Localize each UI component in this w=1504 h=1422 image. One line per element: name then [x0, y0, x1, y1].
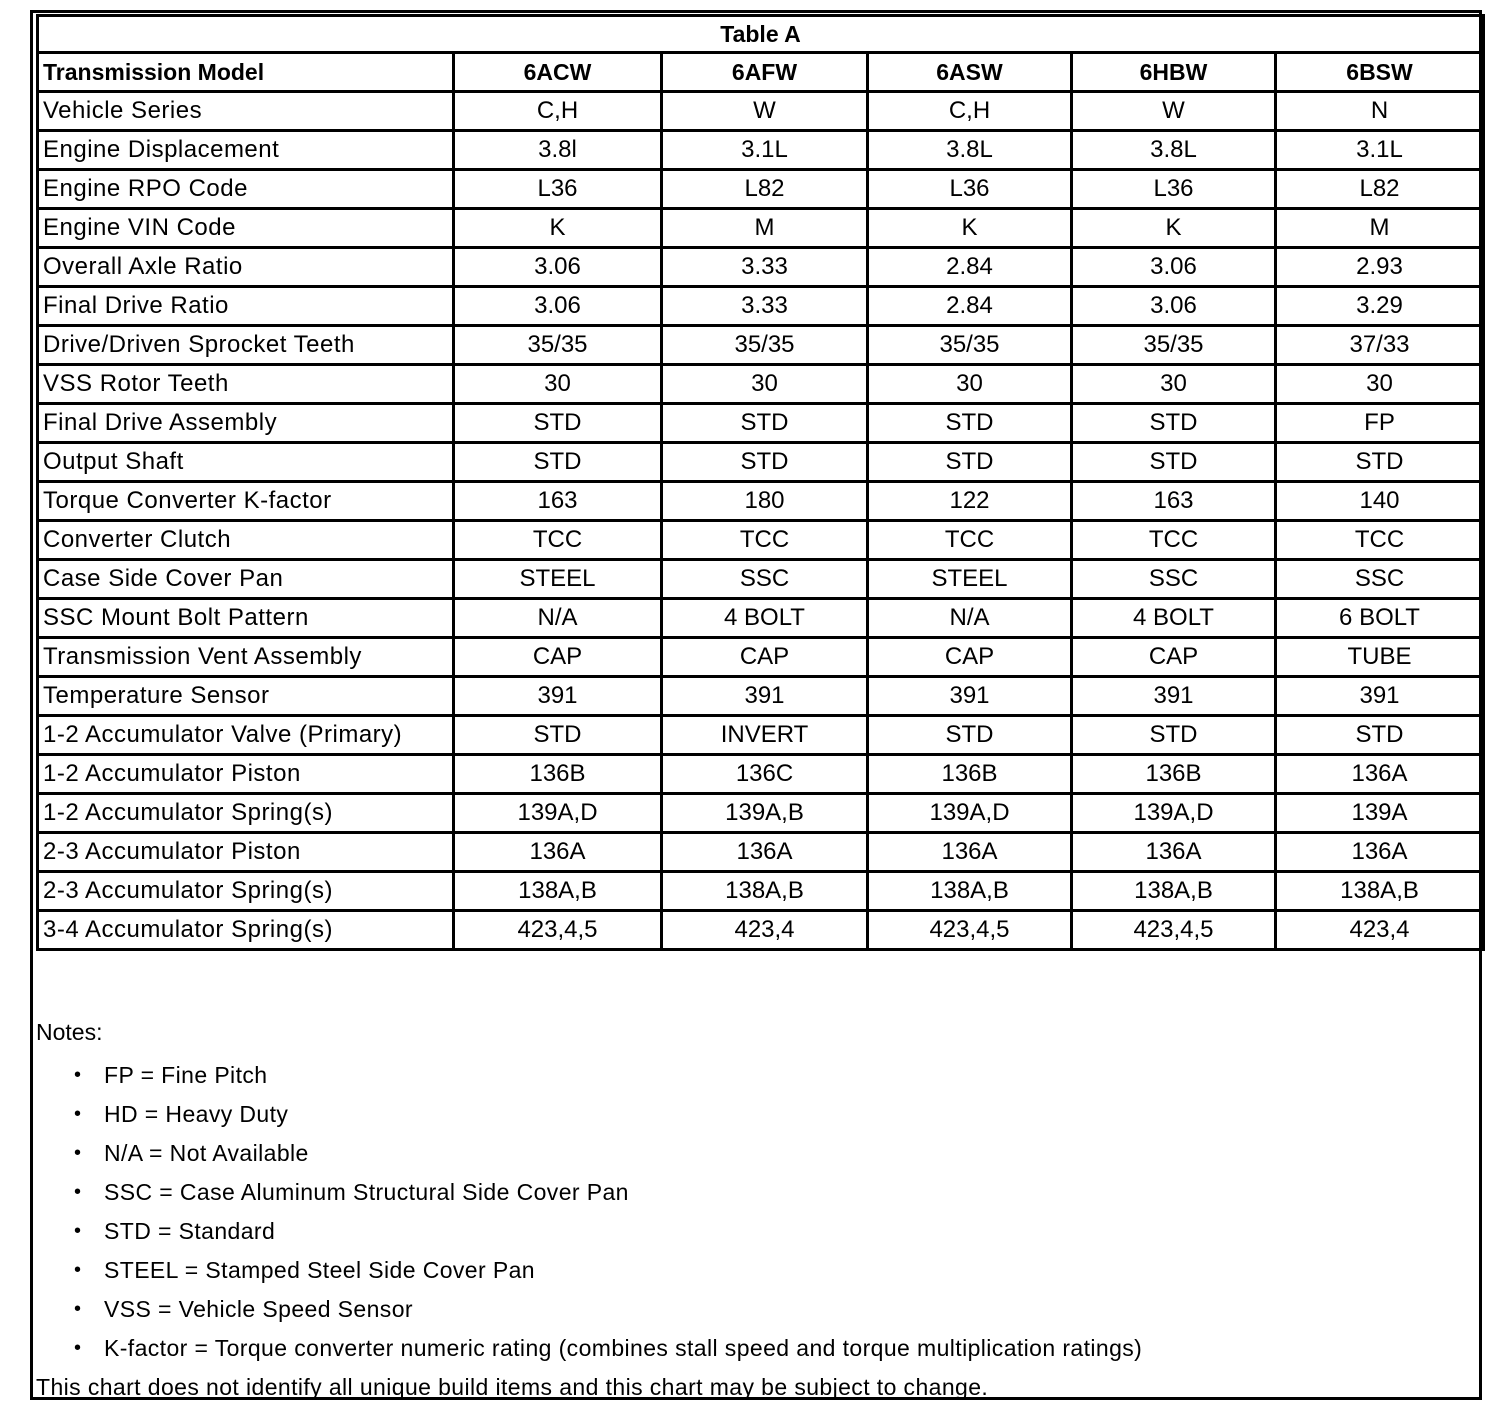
table-row — [38, 326, 1484, 365]
table-cell: TCC — [454, 521, 662, 560]
row-label: Final Drive Ratio — [38, 287, 454, 326]
notes-list — [36, 1056, 1476, 1368]
note-text: STD = Standard — [104, 1218, 276, 1244]
bullet-icon: • — [74, 1298, 82, 1320]
table-cell: 138A,B — [662, 872, 868, 911]
table-cell: 391 — [1276, 677, 1484, 716]
table-cell: STD — [662, 404, 868, 443]
note-text: FP = Fine Pitch — [104, 1062, 268, 1088]
table-cell: 139A — [1276, 794, 1484, 833]
table-row — [38, 911, 1484, 950]
table-cell: 35/35 — [1072, 326, 1276, 365]
table-cell: 138A,B — [454, 872, 662, 911]
notes-heading: Notes: — [36, 1019, 103, 1045]
table-row — [38, 521, 1484, 560]
table-cell: STEEL — [868, 560, 1072, 599]
table-title: Table A — [38, 16, 1484, 53]
table-cell: 423,4,5 — [1072, 911, 1276, 950]
table-cell: 3.33 — [662, 287, 868, 326]
table-cell: 3.29 — [1276, 287, 1484, 326]
table-cell: M — [662, 209, 868, 248]
bullet-icon: • — [74, 1220, 82, 1242]
table-cell: 136A — [1276, 833, 1484, 872]
row-label: SSC Mount Bolt Pattern — [38, 599, 454, 638]
table-cell: STD — [1072, 716, 1276, 755]
bullet-icon: • — [74, 1259, 82, 1281]
model-header: 6AFW — [662, 53, 868, 92]
table-cell: TCC — [868, 521, 1072, 560]
table-row — [38, 482, 1484, 521]
transmission-spec-table — [36, 14, 1485, 951]
table-cell: 35/35 — [868, 326, 1072, 365]
note-item — [74, 1212, 1476, 1251]
table-row — [38, 599, 1484, 638]
row-label: Output Shaft — [38, 443, 454, 482]
row-label: 2-3 Accumulator Piston — [38, 833, 454, 872]
table-cell: STD — [454, 404, 662, 443]
table-cell: 136A — [1276, 755, 1484, 794]
table-cell: 136B — [454, 755, 662, 794]
table-row — [38, 872, 1484, 911]
note-text: VSS = Vehicle Speed Sensor — [104, 1296, 413, 1322]
model-header: 6ASW — [868, 53, 1072, 92]
table-cell: STD — [868, 443, 1072, 482]
table-cell: 423,4,5 — [454, 911, 662, 950]
table-cell: 139A,D — [1072, 794, 1276, 833]
table-cell: 37/33 — [1276, 326, 1484, 365]
table-row — [38, 833, 1484, 872]
table-cell: STD — [1072, 443, 1276, 482]
table-cell: 140 — [1276, 482, 1484, 521]
note-item — [74, 1329, 1476, 1368]
table-cell: TCC — [1072, 521, 1276, 560]
table-cell: W — [1072, 92, 1276, 131]
row-label: Case Side Cover Pan — [38, 560, 454, 599]
table-cell: K — [1072, 209, 1276, 248]
table-cell: 423,4,5 — [868, 911, 1072, 950]
table-cell: STD — [454, 443, 662, 482]
table-row — [38, 716, 1484, 755]
table-cell: 2.93 — [1276, 248, 1484, 287]
table-cell: STD — [1276, 443, 1484, 482]
table-title-row — [38, 16, 1484, 53]
table-cell: CAP — [868, 638, 1072, 677]
table-cell: K — [454, 209, 662, 248]
row-label: Torque Converter K-factor — [38, 482, 454, 521]
table-row — [38, 755, 1484, 794]
table-cell: L36 — [1072, 170, 1276, 209]
table-cell: 391 — [454, 677, 662, 716]
table-cell: 3.06 — [454, 287, 662, 326]
row-label: Final Drive Assembly — [38, 404, 454, 443]
table-cell: 423,4 — [662, 911, 868, 950]
table-cell: 35/35 — [662, 326, 868, 365]
table-cell: 3.1L — [1276, 131, 1484, 170]
table-cell: 2.84 — [868, 287, 1072, 326]
spec-table-body — [38, 92, 1484, 950]
note-text: SSC = Case Aluminum Structural Side Cover Pan — [104, 1179, 629, 1205]
row-label: 3-4 Accumulator Spring(s) — [38, 911, 454, 950]
table-cell: 391 — [1072, 677, 1276, 716]
table-cell: 138A,B — [1072, 872, 1276, 911]
table-row — [38, 209, 1484, 248]
table-cell: W — [662, 92, 868, 131]
table-cell: 163 — [454, 482, 662, 521]
table-cell: 35/35 — [454, 326, 662, 365]
table-row — [38, 92, 1484, 131]
row-label: Drive/Driven Sprocket Teeth — [38, 326, 454, 365]
table-row — [38, 677, 1484, 716]
table-cell: N — [1276, 92, 1484, 131]
table-cell: CAP — [662, 638, 868, 677]
table-row — [38, 248, 1484, 287]
note-item — [74, 1134, 1476, 1173]
disclaimer: This chart does not identify all unique build items and this chart may be subject to change. — [36, 1374, 989, 1400]
bullet-icon: • — [74, 1181, 82, 1203]
table-cell: 3.8L — [1072, 131, 1276, 170]
row-label: Engine VIN Code — [38, 209, 454, 248]
table-row — [38, 131, 1484, 170]
table-cell: K — [868, 209, 1072, 248]
table-row — [38, 404, 1484, 443]
table-cell: M — [1276, 209, 1484, 248]
row-label: Converter Clutch — [38, 521, 454, 560]
model-header: 6BSW — [1276, 53, 1484, 92]
model-header-row — [38, 53, 1484, 92]
note-text: N/A = Not Available — [104, 1140, 309, 1166]
table-row — [38, 287, 1484, 326]
table-cell: 30 — [1072, 365, 1276, 404]
note-text: HD = Heavy Duty — [104, 1101, 289, 1127]
table-cell: 138A,B — [868, 872, 1072, 911]
row-label: 1-2 Accumulator Spring(s) — [38, 794, 454, 833]
notes-section — [36, 1016, 1476, 1406]
model-header-label: Transmission Model — [38, 53, 454, 92]
table-cell: 136B — [868, 755, 1072, 794]
table-cell: 136B — [1072, 755, 1276, 794]
table-cell: 136A — [868, 833, 1072, 872]
table-cell: STD — [662, 443, 868, 482]
table-cell: TCC — [662, 521, 868, 560]
table-row — [38, 560, 1484, 599]
table-cell: 3.8l — [454, 131, 662, 170]
row-label: Temperature Sensor — [38, 677, 454, 716]
table-cell: 3.1L — [662, 131, 868, 170]
table-cell: 180 — [662, 482, 868, 521]
table-cell: STD — [868, 716, 1072, 755]
table-cell: STD — [1072, 404, 1276, 443]
table-cell: C,H — [868, 92, 1072, 131]
row-label: VSS Rotor Teeth — [38, 365, 454, 404]
bullet-icon: • — [74, 1337, 82, 1359]
table-cell: 136A — [1072, 833, 1276, 872]
note-item — [74, 1056, 1476, 1095]
table-cell: INVERT — [662, 716, 868, 755]
row-label: Vehicle Series — [38, 92, 454, 131]
table-cell: 3.06 — [1072, 248, 1276, 287]
table-cell: 163 — [1072, 482, 1276, 521]
table-cell: CAP — [454, 638, 662, 677]
table-cell: 138A,B — [1276, 872, 1484, 911]
row-label: 1-2 Accumulator Valve (Primary) — [38, 716, 454, 755]
table-cell: SSC — [1072, 560, 1276, 599]
note-item — [74, 1290, 1476, 1329]
bullet-icon: • — [74, 1064, 82, 1086]
table-row — [38, 443, 1484, 482]
table-cell: 423,4 — [1276, 911, 1484, 950]
table-cell: 30 — [662, 365, 868, 404]
note-item — [74, 1173, 1476, 1212]
table-cell: L36 — [454, 170, 662, 209]
table-cell: STD — [868, 404, 1072, 443]
table-cell: 30 — [1276, 365, 1484, 404]
table-cell: 122 — [868, 482, 1072, 521]
table-cell: 139A,B — [662, 794, 868, 833]
table-cell: 2.84 — [868, 248, 1072, 287]
table-cell: 391 — [868, 677, 1072, 716]
table-cell: 139A,D — [454, 794, 662, 833]
model-header: 6HBW — [1072, 53, 1276, 92]
table-cell: 139A,D — [868, 794, 1072, 833]
table-cell: TCC — [1276, 521, 1484, 560]
note-text: K-factor = Torque converter numeric rating (combines stall speed and torque multiplication ratings) — [104, 1335, 1143, 1361]
table-cell: 3.33 — [662, 248, 868, 287]
table-cell: SSC — [662, 560, 868, 599]
row-label: Engine RPO Code — [38, 170, 454, 209]
table-cell: STD — [454, 716, 662, 755]
note-item — [74, 1251, 1476, 1290]
table-cell: 30 — [454, 365, 662, 404]
note-item — [74, 1095, 1476, 1134]
table-row — [38, 170, 1484, 209]
table-cell: 391 — [662, 677, 868, 716]
row-label: 1-2 Accumulator Piston — [38, 755, 454, 794]
table-row — [38, 794, 1484, 833]
table-row — [38, 365, 1484, 404]
table-cell: STD — [1276, 716, 1484, 755]
row-label: Overall Axle Ratio — [38, 248, 454, 287]
row-label: Transmission Vent Assembly — [38, 638, 454, 677]
table-cell: 30 — [868, 365, 1072, 404]
bullet-icon: • — [74, 1142, 82, 1164]
table-cell: L82 — [1276, 170, 1484, 209]
table-cell: CAP — [1072, 638, 1276, 677]
table-cell: 136A — [454, 833, 662, 872]
row-label: 2-3 Accumulator Spring(s) — [38, 872, 454, 911]
table-cell: 3.8L — [868, 131, 1072, 170]
row-label: Engine Displacement — [38, 131, 454, 170]
bullet-icon: • — [74, 1103, 82, 1125]
table-cell: TUBE — [1276, 638, 1484, 677]
table-cell: L82 — [662, 170, 868, 209]
table-cell: N/A — [868, 599, 1072, 638]
table-cell: FP — [1276, 404, 1484, 443]
table-cell: 3.06 — [1072, 287, 1276, 326]
table-cell: N/A — [454, 599, 662, 638]
table-cell: C,H — [454, 92, 662, 131]
table-cell: 136A — [662, 833, 868, 872]
table-cell: 4 BOLT — [662, 599, 868, 638]
note-text: STEEL = Stamped Steel Side Cover Pan — [104, 1257, 535, 1283]
model-header: 6ACW — [454, 53, 662, 92]
table-cell: 3.06 — [454, 248, 662, 287]
table-cell: SSC — [1276, 560, 1484, 599]
table-row — [38, 638, 1484, 677]
table-cell: STEEL — [454, 560, 662, 599]
table-cell: 4 BOLT — [1072, 599, 1276, 638]
table-cell: 6 BOLT — [1276, 599, 1484, 638]
table-cell: 136C — [662, 755, 868, 794]
table-cell: L36 — [868, 170, 1072, 209]
